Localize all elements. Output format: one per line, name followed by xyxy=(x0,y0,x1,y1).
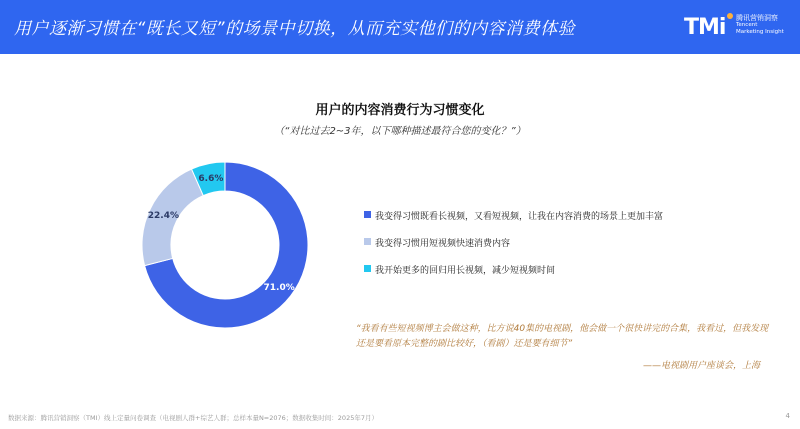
legend-item xyxy=(364,209,704,222)
page-title: 用户逐渐习惯在“既长又短”的场景中切换，从而充实他们的内容消费体验 xyxy=(14,19,576,39)
user-quote: “我看有些短视频博主会做这种，比方说40集的电视剧，他会做一个很快讲完的合集，我看过，但我发现还是要看原本完整的剧比较好，（看剧）还是要有细节” xyxy=(356,324,769,349)
chart-subtitle: （“对比过去2~3年，以下哪种描述最符合您的变化？”） xyxy=(274,126,526,137)
data-source-note: 数据来源：腾讯营销洞察（TMI）线上定量问卷调查（电视剧人群+综艺人群；总样本量N=2076；数据收集时间：2025年7月） xyxy=(8,414,378,422)
legend-swatch xyxy=(364,265,371,272)
legend-label: 我变得习惯用短视频快速消费内容 xyxy=(375,239,511,249)
legend-swatch xyxy=(364,211,371,218)
slice-value-label: 22.4% xyxy=(147,211,180,222)
legend-item xyxy=(364,236,704,249)
slice-value-label: 6.6% xyxy=(198,173,224,184)
slice-value-label: 71.0% xyxy=(263,282,295,293)
legend-swatch xyxy=(364,238,371,245)
page-number: 4 xyxy=(785,412,790,420)
chart-legend xyxy=(364,209,704,290)
chart-title: 用户的内容消费行为习惯变化 xyxy=(315,103,485,118)
logo-mark: TMi xyxy=(684,15,726,40)
logo-cn-text: 腾讯营销洞察 xyxy=(736,14,778,22)
legend-item xyxy=(364,263,704,276)
tmi-logo xyxy=(684,12,794,44)
logo-dot-icon xyxy=(727,13,733,19)
logo-en-text: Tencent Marketing Insight xyxy=(736,22,784,35)
donut-chart xyxy=(140,160,310,330)
quote-source: ——电视剧用户座谈会，上海 xyxy=(642,361,760,371)
header-bar xyxy=(0,0,800,54)
legend-label: 我变得习惯既看长视频，又看短视频，让我在内容消费的场景上更加丰富 xyxy=(375,212,664,222)
legend-label: 我开始更多的回归用长视频，减少短视频时间 xyxy=(375,266,556,276)
